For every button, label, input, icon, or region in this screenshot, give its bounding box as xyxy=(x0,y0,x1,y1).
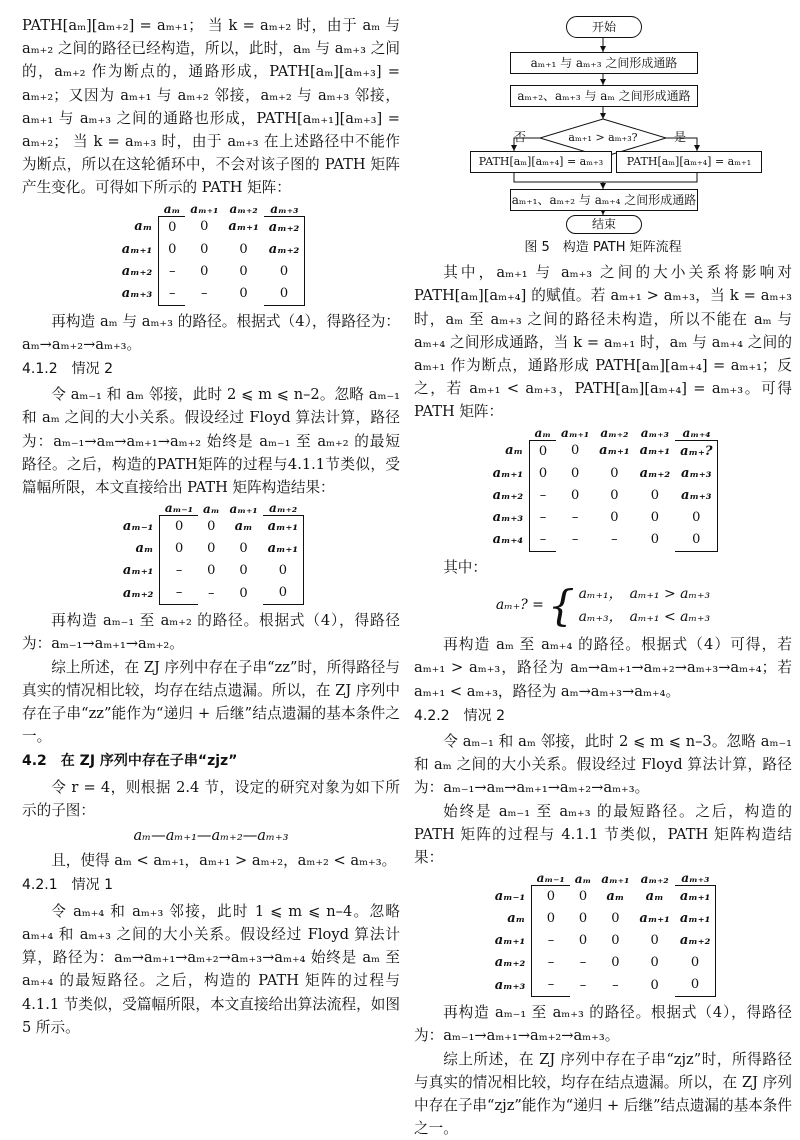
matrix-cell: 0 xyxy=(239,263,248,279)
matrix-row xyxy=(488,440,718,463)
matrix-col-label: aₘ₋₁ xyxy=(164,501,193,516)
matrix-cell: – xyxy=(611,531,618,547)
matrix-cell: aₘ₊₁ xyxy=(263,538,304,560)
matrix-cell: 0 xyxy=(160,516,198,539)
matrix-col-label: aₘ₊₃ xyxy=(270,201,299,216)
matrix-cell: – xyxy=(530,485,557,507)
matrix-col-label: aₘ₊₁ xyxy=(190,201,219,216)
matrix-cell: aₘ₊₁ xyxy=(675,886,716,909)
matrix-cell: 0 xyxy=(610,465,619,481)
matrix-cell: aₘ₊₂ xyxy=(264,239,305,261)
matrix-col-label: aₘ₊₁ xyxy=(601,871,630,886)
matrix-cell: – xyxy=(530,507,557,529)
paragraph: PATH[aₘ][aₘ₊₂] = aₘ₊₁； 当 k = aₘ₊₂ 时，由于 aₘ 与 aₘ₊₂ 之间的路径已经构造，所以，此时，aₘ 与 aₘ₊₃ 之间的，aₘ₊₂ 作为断点的，通路形成，PATH[aₘ][aₘ₊₃] = aₘ₊₂；又因为 aₘ₊₁ 与 aₘ₊₂ 邻接，aₘ₊₂ 与 aₘ₊₃ 邻接，aₘ₊₁ 与 aₘ₊₃ 之间的通路也形成，PATH[aₘ₊₁][aₘ₊₃] = aₘ₊₂； 当 k = aₘ₊₃ 时，由于 aₘ₊₃ 在上述路径中不能作为断点，所以在这轮循环中，不会对该子图的 PATH 矩阵产生变化。可得如下所示的 PATH 矩阵： xyxy=(22,17,400,197)
matrix-cell: 0 xyxy=(207,541,216,557)
matrix-row-label: aₘ₊₂ xyxy=(494,955,526,971)
matrix-cell: aₘ xyxy=(606,889,625,905)
path-matrix xyxy=(22,202,400,306)
matrix-cell: – xyxy=(532,930,570,952)
matrix-col-label: aₘ₊₁ xyxy=(229,501,258,516)
matrix-cell: – xyxy=(579,955,587,971)
matrix-col-label: aₘ₊₂ xyxy=(269,501,298,516)
matrix-row-label: aₘ xyxy=(505,443,524,459)
paragraph: 其中，aₘ₊₁ 与 aₘ₊₃ 之间的大小关系将影响对 PATH[aₘ][aₘ₊₄] 的赋值。若 aₘ₊₁ > aₘ₊₃，当 k = aₘ₊₃ 时，aₘ 至 aₘ₊₃ 之间的路径未构造，所以不能在 aₘ 与 aₘ₊₄ 之间形成通路，当 k = aₘ₊₁ 时，aₘ 与 aₘ₊₄ 之间的 aₘ₊₁ 作为断点，通路形成 PATH[aₘ][aₘ₊₄] = aₘ₊₁；反之，若 aₘ₊₁ < aₘ₊₃，PATH[aₘ][aₘ₊₄] = aₘ₊₃。可得 PATH 矩阵： xyxy=(414,264,792,421)
matrix-table xyxy=(490,871,717,997)
matrix-cell: 0 xyxy=(675,507,718,529)
matrix-cell: – xyxy=(612,977,619,993)
matrix-cell: – xyxy=(571,509,579,525)
matrix-row-label: aₘ₊₃ xyxy=(121,285,153,301)
matrix-row-label: aₘ₊₁ xyxy=(492,465,524,481)
matrix-cell: 0 xyxy=(207,563,216,579)
matrix-cell: 0 xyxy=(263,560,304,582)
matrix-cell: 0 xyxy=(650,955,659,971)
figure-caption: 图 5 构造 PATH 矩阵流程 xyxy=(524,240,682,255)
matrix-row-label: aₘ xyxy=(135,541,154,557)
matrix-col-label: aₘ₊₄ xyxy=(682,425,711,440)
section-heading: 4.2 在 ZJ 序列中存在子串“zjz” xyxy=(22,753,238,770)
matrix-cell: 0 xyxy=(530,463,557,485)
section-heading: 4.1.2 情况 2 xyxy=(22,361,113,378)
matrix-row xyxy=(488,529,718,552)
paragraph: 其中： xyxy=(443,558,487,576)
matrix-cell: 0 xyxy=(239,241,248,257)
matrix-cell: 0 xyxy=(611,911,620,927)
matrix-table xyxy=(117,202,306,306)
matrix-row-label: aₘ₊₂ xyxy=(122,585,154,601)
start-node: 开始 xyxy=(566,16,642,38)
process-box: PATH[aₘ][aₘ₊₄] = aₘ₊₁ xyxy=(616,151,762,173)
matrix-cell: 0 xyxy=(570,465,580,481)
matrix-cell: 0 xyxy=(675,974,716,997)
matrix-cell: 0 xyxy=(200,219,209,235)
matrix-row xyxy=(117,239,305,261)
matrix-table xyxy=(118,501,304,605)
paragraph: 令 aₘ₋₁ 和 aₘ 邻接，此时 2 ⩽ m ⩽ n–3。忽略 aₘ₋₁ 和 aₘ 之间的大小关系。假设经过 Floyd 算法计算，路径为：aₘ₋₁→aₘ→aₘ₊₁→aₘ₊₂→aₘ₊₃。 xyxy=(414,733,792,797)
path-matrix xyxy=(414,871,792,997)
matrix-row xyxy=(117,261,305,283)
paragraph: 综上所述，在 ZJ 序列中存在子串“zjz”时，所得路径与真实的情况相比较，均存在结点遗漏。所以，在 ZJ 序列中存在子串“zjz”能作为“递归 + 后继”结点遗漏的基本条件之一。 xyxy=(414,1050,792,1138)
matrix-cell: aₘ₊₁ xyxy=(263,516,304,539)
matrix-cell: – xyxy=(530,529,557,552)
matrix-cell: 0 xyxy=(675,952,716,974)
matrix-cell: 0 xyxy=(530,440,557,463)
no-label: 否 xyxy=(514,130,527,144)
matrix-row xyxy=(117,283,305,306)
cases-lhs: aₘ₊? = xyxy=(495,597,544,614)
matrix-row xyxy=(490,886,716,909)
matrix-cell: 0 xyxy=(650,933,659,949)
matrix-cell: 0 xyxy=(675,529,718,552)
matrix-cell: 0 xyxy=(611,933,620,949)
matrix-row-label: aₘ₊₄ xyxy=(492,531,524,547)
matrix-row xyxy=(488,507,718,529)
subgraph-formula: aₘ—aₘ₊₁—aₘ₊₂—aₘ₊₃ xyxy=(133,827,289,845)
matrix-cell: – xyxy=(532,952,570,974)
matrix-cell: aₘ₊₁ xyxy=(599,443,630,459)
matrix-cell: aₘ₊₁ xyxy=(639,911,670,927)
matrix-cell: – xyxy=(571,531,579,547)
matrix-cell: aₘ₊₃ xyxy=(675,485,718,507)
matrix-cell: aₘ₊₁ xyxy=(228,219,259,235)
matrix-row-label: aₘ₊₁ xyxy=(122,563,154,579)
matrix-cell: 0 xyxy=(578,911,588,927)
matrix-cell: 0 xyxy=(610,509,619,525)
matrix-cell: 0 xyxy=(159,239,186,261)
matrix-cell: – xyxy=(160,560,198,582)
matrix-cell: 0 xyxy=(239,541,248,557)
paragraph: 令 r = 4，则根据 2.4 节，设定的研究对象为如下所示的子图： xyxy=(22,778,400,819)
matrix-cell: 0 xyxy=(160,538,198,560)
matrix-row xyxy=(488,463,718,485)
matrix-col-label: aₘ₊₂ xyxy=(640,871,669,886)
piecewise-formula xyxy=(414,583,792,629)
cases-body: aₘ₊₁， aₘ₊₁ > aₘ₊₃ aₘ₊₃， aₘ₊₁ < aₘ₊₃ xyxy=(578,585,711,626)
matrix-cell: aₘ₊₁ xyxy=(675,908,716,930)
process-box: aₘ₊₁ 与 aₘ₊₃ 之间形成通路 xyxy=(510,52,698,74)
matrix-cell: 0 xyxy=(200,241,209,257)
yes-label: 是 xyxy=(674,130,687,144)
paragraph: 始终是 aₘ₋₁ 至 aₘ₊₃ 的最短路径。之后，构造的 PATH 矩阵的过程与 4.1.1 节类似，PATH 矩阵构造结果： xyxy=(414,802,792,867)
matrix-row-label: aₘ₊₃ xyxy=(494,977,526,993)
matrix-cell: aₘ xyxy=(234,519,253,534)
matrix-table xyxy=(488,426,719,552)
paragraph: 令 aₘ₊₄ 和 aₘ₊₃ 邻接，此时 1 ⩽ m ⩽ n–4。忽略 aₘ₊₄ 和 aₘ₊₃ 之间的大小关系。假设经过 Floyd 算法计算，路径为：aₘ→aₘ₊₁→aₘ₊₂→aₘ₊₃→aₘ₊₄ 始终是 aₘ 至 aₘ₊₄ 的最短路径。之后，构造的 PATH 矩阵的过程与 4.1.1 节类似，受篇幅所限，本文直接给出算法流程，如图 5 所示。 xyxy=(22,902,400,1036)
matrix-row-label: aₘ₊₂ xyxy=(492,487,524,503)
path-matrix xyxy=(22,501,400,605)
matrix-row-label: aₘ₊₃ xyxy=(492,509,524,525)
matrix-row xyxy=(488,485,718,507)
matrix-row xyxy=(118,560,304,582)
process-box: PATH[aₘ][aₘ₊₄] = aₘ₊₃ xyxy=(470,151,612,173)
matrix-cell: 0 xyxy=(264,261,305,283)
brace-icon: { xyxy=(547,581,575,631)
paragraph: 且，使得 aₘ < aₘ₊₁，aₘ₊₁ > aₘ₊₂，aₘ₊₂ < aₘ₊₃。 xyxy=(51,852,397,870)
matrix-cell: 0 xyxy=(610,487,619,503)
matrix-col-label: aₘ xyxy=(163,201,181,216)
matrix-col-label: aₘ₊₁ xyxy=(561,425,590,440)
paragraph: 再构造 aₘ 与 aₘ₊₃ 的路径。根据式（4），得路径为：aₘ→aₘ₊₂→aₘ₊₃。 xyxy=(22,312,400,353)
matrix-cell: aₘ xyxy=(645,889,664,905)
matrix-cell: aₘ₊₂ xyxy=(675,930,716,952)
paragraph: 令 aₘ₋₁ 和 aₘ 邻接，此时 2 ⩽ m ⩽ n–2。忽略 aₘ₋₁ 和 aₘ 之间的大小关系。假设经过 Floyd 算法计算，路径为：aₘ₋₁→aₘ→aₘ₊₁→aₘ₊₂ 始终是 aₘ₋₁ 至 aₘ₊₂ 的最短路径。之后，构造的PATH矩阵的过程与4.1.1节类似，受篇幅所限，本文直接给出 PATH 矩阵构造结果： xyxy=(22,386,400,497)
matrix-col-label: aₘ₊₂ xyxy=(229,201,258,216)
matrix-col-label: aₘ xyxy=(202,501,220,516)
decision-label: aₘ₊₁ > aₘ₊₃? xyxy=(568,131,638,144)
section-heading: 4.2.1 情况 1 xyxy=(22,877,113,894)
matrix-cell: aₘ₊₂ xyxy=(639,465,671,481)
matrix-cell: 0 xyxy=(239,585,248,601)
matrix-cell: 0 xyxy=(650,977,659,993)
matrix-cell: 0 xyxy=(264,283,305,306)
matrix-row xyxy=(490,930,716,952)
paragraph: 再构造 aₘ₋₁ 至 aₘ₊₂ 的路径。根据式（4），得路径为：aₘ₋₁→aₘ₊₁→aₘ₊₂。 xyxy=(22,612,400,653)
matrix-col-label: aₘ₊₂ xyxy=(600,425,629,440)
matrix-cell: – xyxy=(579,977,587,993)
matrix-cell: – xyxy=(159,283,186,306)
matrix-row-label: aₘ₋₁ xyxy=(122,519,154,534)
process-box: aₘ₊₂、aₘ₊₃ 与 aₘ 之间形成通路 xyxy=(510,85,698,107)
matrix-cell: 0 xyxy=(159,216,186,239)
matrix-cell: 0 xyxy=(239,285,248,301)
matrix-cell: – xyxy=(159,261,186,283)
matrix-cell: 0 xyxy=(207,519,216,534)
matrix-row xyxy=(490,908,716,930)
matrix-cell: 0 xyxy=(578,933,588,949)
path-matrix xyxy=(414,426,792,552)
paragraph: 再构造 aₘ 至 aₘ₊₄ 的路径。根据式（4）可得，若 aₘ₊₁ > aₘ₊₃，路径为 aₘ→aₘ₊₁→aₘ₊₂→aₘ₊₃→aₘ₊₄；若 aₘ₊₁ < aₘ₊₃，路径为 aₘ→aₘ₊₃→aₘ₊₄。 xyxy=(414,636,792,700)
end-node: 结束 xyxy=(566,215,642,234)
matrix-row-label: aₘ₊₂ xyxy=(121,263,153,279)
matrix-cell: 0 xyxy=(570,487,580,503)
matrix-row-label: aₘ xyxy=(507,911,526,927)
matrix-cell: 0 xyxy=(532,908,570,930)
matrix-row xyxy=(490,952,716,974)
matrix-cell: – xyxy=(208,585,215,601)
matrix-cell: aₘ₊? xyxy=(675,440,718,463)
matrix-cell: 0 xyxy=(263,582,304,605)
matrix-cell: – xyxy=(532,974,570,997)
matrix-cell: 0 xyxy=(650,487,659,503)
matrix-cell: – xyxy=(201,285,208,301)
matrix-cell: 0 xyxy=(532,886,570,909)
matrix-cell: aₘ₊₂ xyxy=(264,216,305,239)
matrix-row-label: aₘ xyxy=(134,219,153,235)
matrix-col-label: aₘ₊₃ xyxy=(640,425,669,440)
matrix-cell: 0 xyxy=(570,443,580,459)
section-heading: 4.2.2 情况 2 xyxy=(414,707,505,724)
paragraph: 再构造 aₘ₋₁ 至 aₘ₊₃ 的路径。根据式（4），得路径为：aₘ₋₁→aₘ₊₁→aₘ₊₂→aₘ₊₃。 xyxy=(414,1004,792,1045)
matrix-row-label: aₘ₊₁ xyxy=(121,241,153,257)
matrix-cell: 0 xyxy=(611,955,620,971)
matrix-row xyxy=(490,974,716,997)
flowchart xyxy=(414,14,792,234)
right-column xyxy=(414,14,792,1140)
left-column xyxy=(22,14,400,1039)
matrix-row xyxy=(117,216,305,239)
process-box: aₘ₊₁、aₘ₊₂ 与 aₘ₊₄ 之间形成通路 xyxy=(510,189,698,211)
matrix-cell: 0 xyxy=(200,263,209,279)
matrix-row-label: aₘ₋₁ xyxy=(494,889,526,905)
matrix-cell: 0 xyxy=(239,563,248,579)
matrix-cell: – xyxy=(160,582,198,605)
matrix-row xyxy=(118,538,304,560)
matrix-cell: 0 xyxy=(650,531,659,547)
matrix-col-label: aₘ xyxy=(574,871,592,886)
matrix-row-label: aₘ₊₁ xyxy=(494,933,526,949)
matrix-cell: 0 xyxy=(650,509,659,525)
matrix-row xyxy=(118,582,304,605)
matrix-cell: aₘ₊₃ xyxy=(675,463,718,485)
matrix-col-label: aₘ₋₁ xyxy=(536,871,565,886)
matrix-col-label: aₘ₊₃ xyxy=(681,871,710,886)
matrix-row xyxy=(118,516,304,539)
paragraph: 综上所述，在 ZJ 序列中存在子串“zz”时，所得路径与真实的情况相比较，均存在结点遗漏。所以，在 ZJ 序列中存在子串“zz”能作为“递归 + 后继”结点遗漏的基本条件之一。 xyxy=(22,658,400,746)
matrix-cell: aₘ₊₁ xyxy=(639,443,671,459)
matrix-col-label: aₘ xyxy=(534,425,552,440)
matrix-cell: 0 xyxy=(578,889,588,905)
